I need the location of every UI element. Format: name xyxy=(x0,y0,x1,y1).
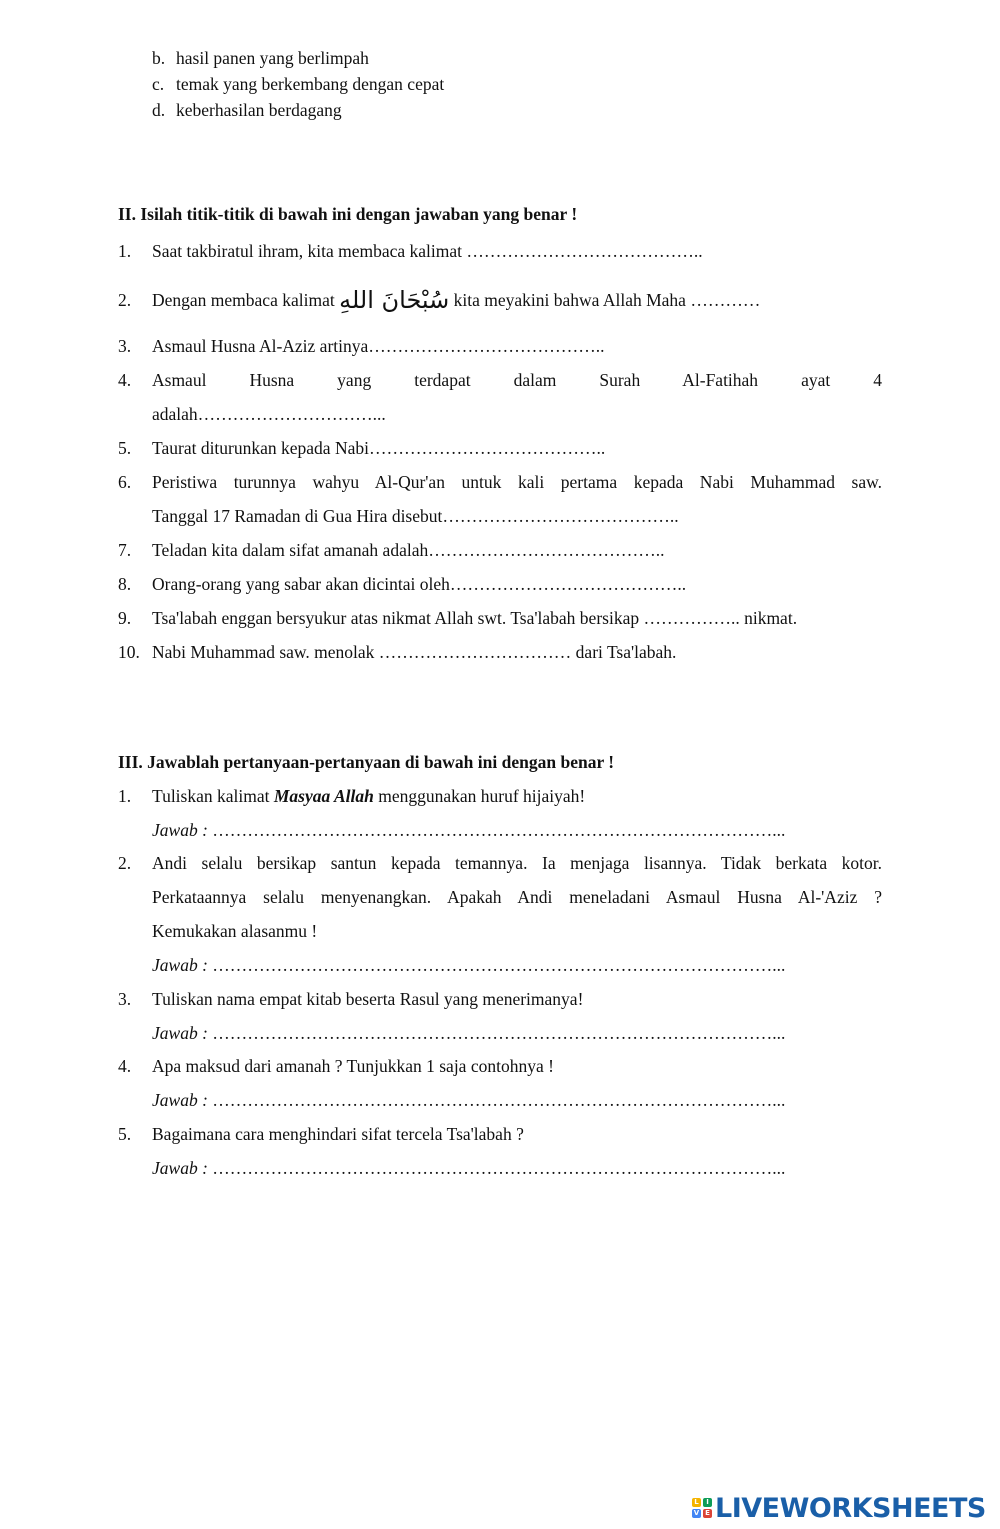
s2-item-7: 7. Teladan kita dalam sifat amanah adalah………………………………….. xyxy=(118,540,665,560)
s3-question-4: 4. Apa maksud dari amanah ? Tunjukkan 1 saja contohnya ! xyxy=(118,1056,554,1076)
logo-blocks-icon: L I V E xyxy=(692,1498,712,1518)
answer-line-2[interactable]: Jawab : ……………………………………………………………………………………... xyxy=(152,955,786,975)
liveworksheets-logo xyxy=(692,1490,986,1526)
s3-question-1: 1. Tuliskan kalimat Masyaa Allah menggunakan huruf hijaiyah! xyxy=(118,786,586,806)
section-2-heading: II. Isilah titik-titik di bawah ini dengan jawaban yang benar ! xyxy=(118,204,578,224)
section-3-heading: III. Jawablah pertanyaan-pertanyaan di bawah ini dengan benar ! xyxy=(118,752,615,772)
s2-item-10: 10. Nabi Muhammad saw. menolak …………………………… dari Tsa'labah. xyxy=(118,642,677,662)
s2-item-8: 8. Orang-orang yang sabar akan dicintai oleh………………………………….. xyxy=(118,574,687,594)
s2-item-2: 2. Dengan membaca kalimat سُبْحَانَ اللهِ kita meyakini bahwa Allah Maha ………… xyxy=(118,286,761,314)
s2-item-5: 5. Taurat diturunkan kepada Nabi………………………………….. xyxy=(118,438,606,458)
s3-question-5: 5. Bagaimana cara menghindari sifat tercela Tsa'labah ? xyxy=(118,1124,524,1144)
s3-question-2: 2. Andi selalu bersikap santun kepada temannya. Ia menjaga lisannya. Tidak berkata kotor. Perkataannya selalu menyenangkan. Apakah Andi meneladani Asmaul Husna Al-'Aziz ? Kemukakan alasanmu ! xyxy=(118,853,882,941)
s2-item-3: 3. Asmaul Husna Al-Aziz artinya………………………………….. xyxy=(118,336,605,356)
s2-item-6: 6. Peristiwa turunnya wahyu Al-Qur'an untuk kali pertama kepada Nabi Muhammad saw. Tanggal 17 Ramadan di Gua Hira disebut………………………………….. xyxy=(118,472,882,526)
option-c: c. temak yang berkembang dengan cepat xyxy=(152,74,445,94)
s2-item-4: 4. Asmaul Husna yang terdapat dalam Surah Al-Fatihah ayat 4 adalah…………………………... xyxy=(118,370,882,424)
answer-line-4[interactable]: Jawab : ……………………………………………………………………………………... xyxy=(152,1090,786,1110)
option-b: b. hasil panen yang berlimpah xyxy=(152,48,369,68)
answer-line-3[interactable]: Jawab : ……………………………………………………………………………………... xyxy=(152,1023,786,1043)
s2-item-1: 1. Saat takbiratul ihram, kita membaca kalimat ………………………………….. xyxy=(118,241,703,261)
answer-line-5[interactable]: Jawab : ……………………………………………………………………………………... xyxy=(152,1158,786,1178)
s2-item-9: 9. Tsa'labah enggan bersyukur atas nikmat Allah swt. Tsa'labah bersikap …………….. nikmat. xyxy=(118,608,798,628)
option-d: d. keberhasilan berdagang xyxy=(152,100,342,120)
logo-text: LIVEWORKSHEETS xyxy=(715,1492,986,1524)
s3-question-3: 3. Tuliskan nama empat kitab beserta Rasul yang menerimanya! xyxy=(118,989,584,1009)
arabic-subhanallah: سُبْحَانَ اللهِ xyxy=(339,286,450,314)
answer-line-1[interactable]: Jawab : ……………………………………………………………………………………... xyxy=(152,820,786,840)
